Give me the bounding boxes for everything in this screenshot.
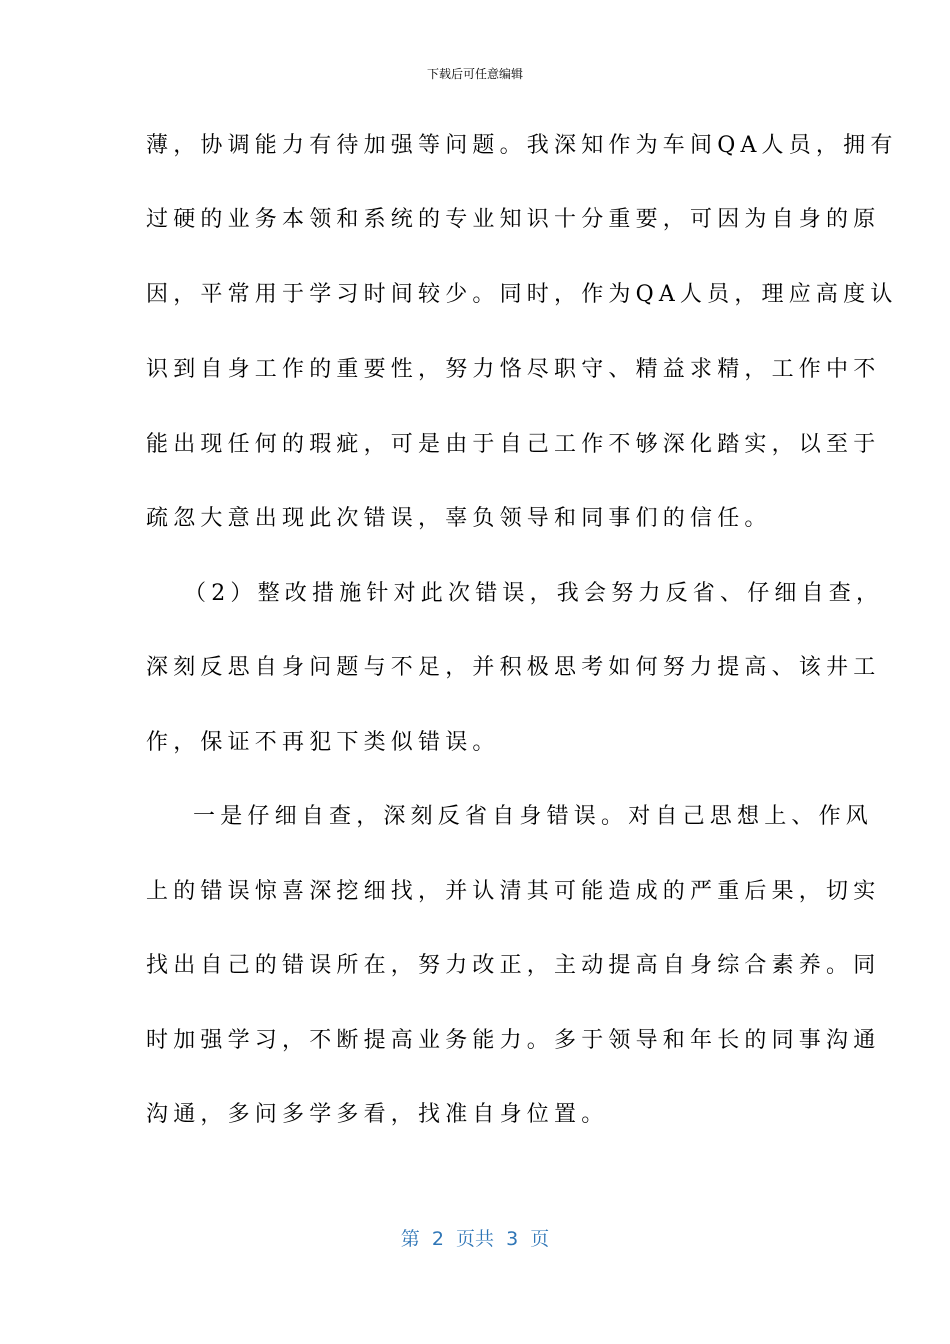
- line-text: 识到自身工作的重要性，努力恪尽职守、精益求精，工作中不: [146, 357, 881, 382]
- line-text: 找出自己的错误所在，努力改正，主动提高自身综合素养。同: [146, 953, 881, 978]
- line-text: 薄，协调能力有待加强等问题。我深知作为车间QA人员，拥有: [146, 133, 898, 158]
- line-text: 作，保证不再犯下类似错误。: [146, 730, 500, 755]
- page-header: 下载后可任意编辑: [426, 67, 523, 81]
- page-number-footer: 第 2 页共 3 页: [400, 1228, 550, 1250]
- line-text: 因，平常用于学习时间较少。同时，作为QA人员，理应高度认: [146, 282, 898, 307]
- line-text: 能出现任何的瑕疵，可是由于自己工作不够深化踏实，以至于: [146, 432, 881, 457]
- line-text: 一是仔细自查，深刻反省自身错误。对自己思想上、作风: [193, 804, 874, 829]
- line-text: 时加强学习，不断提高业务能力。多于领导和年长的同事沟通: [146, 1028, 881, 1053]
- line-text: （2）整改措施针对此次错误，我会努力反省、仔细自查，: [184, 581, 884, 606]
- line-text: 过硬的业务本领和系统的专业知识十分重要，可因为自身的原: [146, 207, 881, 232]
- line-text: 沟通，多问多学多看，找准自身位置。: [146, 1102, 609, 1127]
- line-text: 上的错误惊喜深挖细找，并认清其可能造成的严重后果，切实: [146, 879, 881, 904]
- line-text: 深刻反思自身问题与不足，并积极思考如何努力提高、该井工: [146, 655, 881, 680]
- line-text: 疏忽大意出现此次错误，辜负领导和同事们的信任。: [146, 506, 772, 531]
